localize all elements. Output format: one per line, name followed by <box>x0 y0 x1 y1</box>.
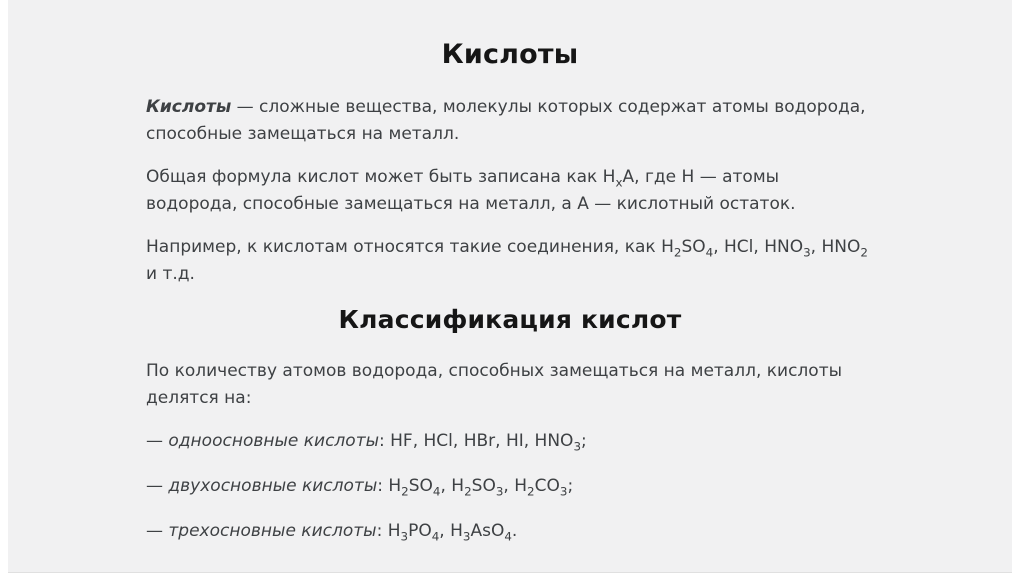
text-run: , HCl, HNO <box>713 237 804 257</box>
text-run: и т.д. <box>146 237 874 284</box>
text-run: трехосновные кислоты <box>168 521 377 541</box>
text-run: По количеству атомов водорода, способных замещаться на металл, кислоты делятся на: <box>146 361 848 408</box>
text-run: x <box>615 175 623 190</box>
text-run: 2 <box>527 484 535 499</box>
text-run: 4 <box>705 245 714 260</box>
text-run: , H <box>440 476 465 496</box>
list-item-monobasic-acids <box>146 428 874 455</box>
text-run: 2 <box>860 245 868 260</box>
text-run: . <box>511 521 518 541</box>
list-item-tribasic-acids <box>146 518 874 545</box>
text-run: 4 <box>431 529 440 544</box>
text-run: 2 <box>673 245 682 260</box>
text-run: — <box>146 476 169 496</box>
text-run: ; <box>581 431 587 451</box>
text-run: одноосновные кислоты <box>168 431 380 451</box>
text-run: двухосновные кислоты <box>168 476 378 496</box>
list-item-dibasic-acids <box>146 473 874 500</box>
text-run: : H <box>376 521 401 541</box>
text-run: , HNO <box>810 237 861 257</box>
slide <box>8 0 1012 573</box>
paragraph-examples <box>146 234 874 288</box>
text-run: 3 <box>559 484 568 499</box>
text-run: , H <box>439 521 463 541</box>
text-run: Общая формула кислот может быть записана как H <box>146 167 616 187</box>
paragraph-acid-definition <box>146 94 874 148</box>
section-title-classification: Классификация кислот <box>338 305 682 334</box>
text-run: AsO <box>470 521 505 541</box>
text-run: PO <box>408 521 432 541</box>
paragraph-classification-intro <box>146 358 874 412</box>
text-run: : HF, HCl, HBr, HI, HNO <box>379 431 574 451</box>
text-run: — <box>146 521 169 541</box>
text-run: ; <box>567 476 574 496</box>
text-run: Кислоты <box>146 97 232 117</box>
text-run: , H <box>503 476 528 496</box>
text-run: 3 <box>573 439 582 454</box>
text-run: 4 <box>504 529 512 544</box>
text-run: 2 <box>464 484 472 499</box>
text-run: 3 <box>803 245 811 260</box>
text-run: 2 <box>401 484 409 499</box>
slide-content <box>146 0 874 545</box>
text-run: — <box>146 431 169 451</box>
text-run: SO <box>681 237 706 257</box>
text-run: — сложные вещества, молекулы которых содержат атомы водорода, способные замещаться на металл. <box>146 97 871 144</box>
slide-title: Кислоты <box>441 39 579 70</box>
text-run: SO <box>471 476 496 496</box>
text-run: A, где H — атомы водорода, способные замещаться на металл, а A — кислотный остаток. <box>146 167 796 214</box>
text-run: Например, к кислотам относятся такие соединения, как H <box>146 237 674 257</box>
text-run: SO <box>408 476 433 496</box>
text-run: 4 <box>432 484 441 499</box>
text-run: : H <box>377 476 402 496</box>
text-run: 3 <box>462 529 471 544</box>
text-run: 3 <box>400 529 409 544</box>
paragraph-general-formula <box>146 164 874 218</box>
text-run: 3 <box>495 484 504 499</box>
text-run: CO <box>534 476 560 496</box>
